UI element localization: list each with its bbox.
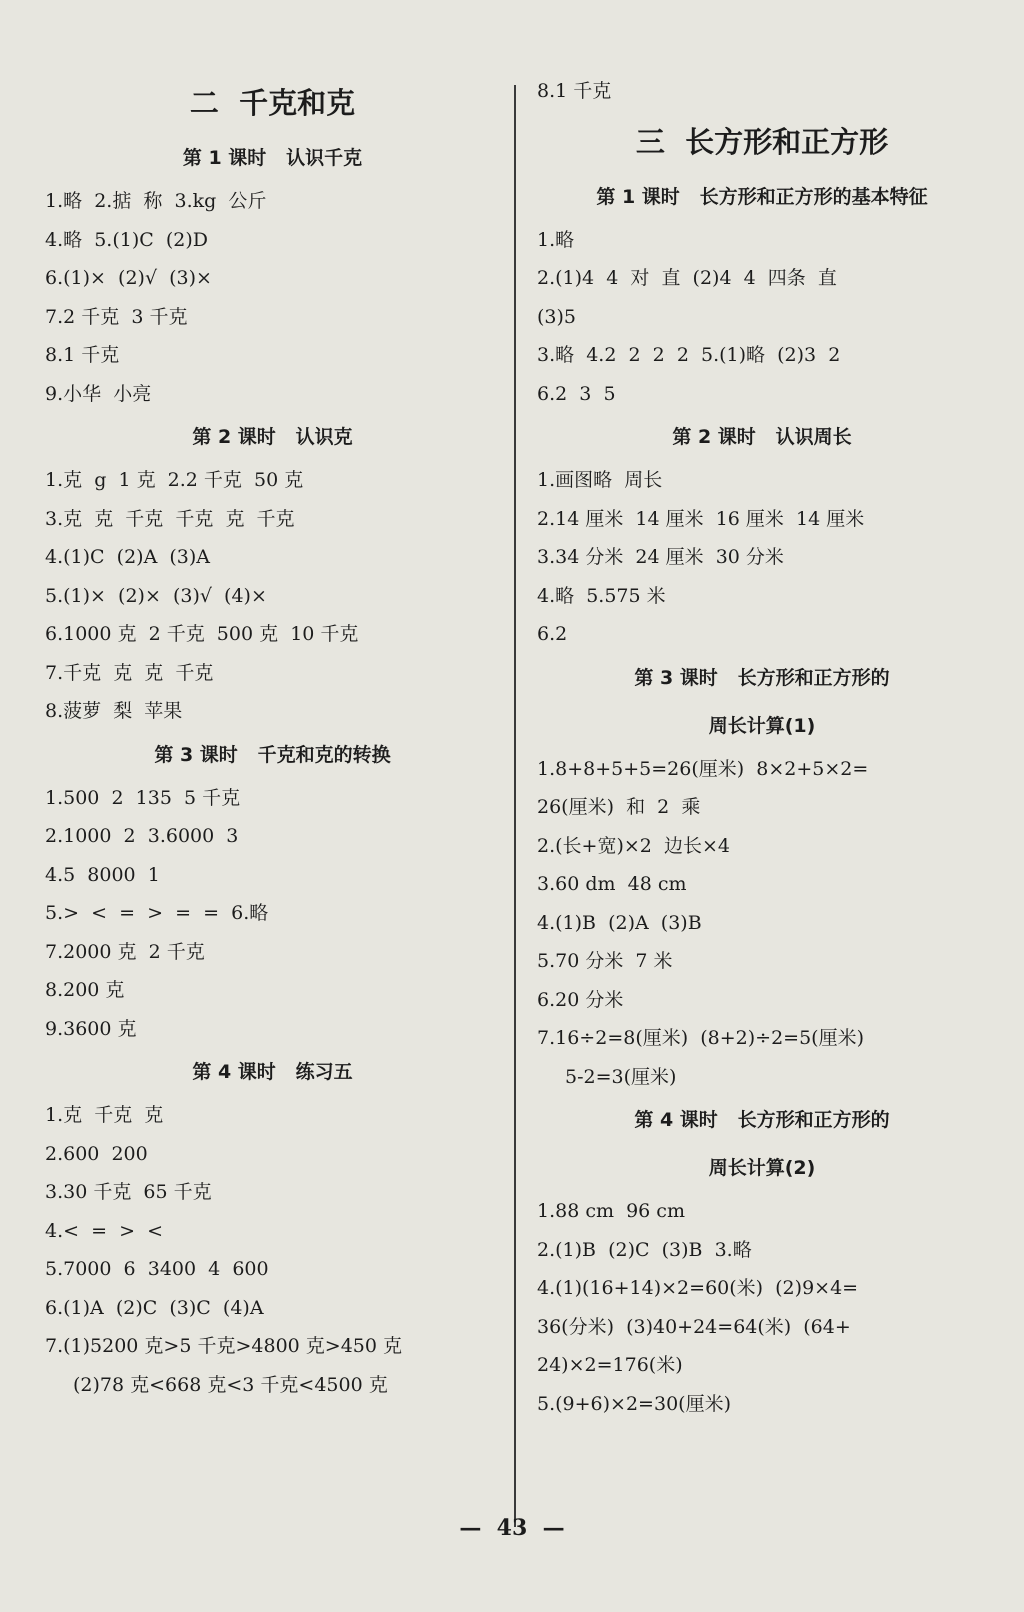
answer-line: 26(厘米) 和 2 乘 <box>537 796 701 818</box>
answer-line: 3.30 千克 65 千克 <box>45 1181 212 1203</box>
right-column <box>537 72 987 1423</box>
answer-line: 2.14 厘米 14 厘米 16 厘米 14 厘米 <box>537 507 865 530</box>
answer-line: 2.600 200 <box>45 1142 148 1165</box>
answer-line: 1.克 千克 克 <box>45 1104 164 1126</box>
answer-line: 1.略 2.掂 称 3.kg 公斤 <box>45 190 267 212</box>
answer-line: 3.克 克 千克 千克 克 千克 <box>45 507 295 530</box>
answer-line: 6.1000 克 2 千克 500 克 10 千克 <box>45 623 359 645</box>
answer-line: 24)×2=176(米) <box>537 1354 683 1376</box>
answer-line: 4.5 8000 1 <box>45 863 160 886</box>
answer-line: 4.略 5.575 米 <box>537 584 666 607</box>
answer-line: 6.20 分米 <box>537 988 624 1011</box>
answer-line: 5.70 分米 7 米 <box>537 950 673 972</box>
lesson-title: 第 3 课时 长方形和正方形的 <box>634 666 890 689</box>
answer-line: 8.1 千克 <box>45 344 120 366</box>
answer-line: 5.> < = > = = 6.略 <box>45 902 269 924</box>
answer-line: 4.略 5.(1)C (2)D <box>45 228 209 251</box>
answer-line: 7.千克 克 克 千克 <box>45 661 214 684</box>
lesson-title: 第 1 课时 认识千克 <box>182 147 363 169</box>
answer-line: 1.克 g 1 克 2.2 千克 50 克 <box>45 469 304 491</box>
column-divider <box>514 85 516 1527</box>
answer-line: 8.200 克 <box>45 979 125 1001</box>
answer-line: 6.2 <box>537 623 568 645</box>
answer-line: 4.< = > < <box>45 1219 164 1242</box>
answer-line: (3)5 <box>537 305 577 328</box>
page-number: — 43 — <box>459 1515 565 1541</box>
answer-line: 6.(1)A (2)C (3)C (4)A <box>45 1296 264 1319</box>
answer-line: 2.(1)4 4 对 直 (2)4 4 四条 直 <box>537 267 837 289</box>
chapter-title: 三 长方形和正方形 <box>635 124 889 159</box>
answer-line: 8.1 千克 <box>537 80 612 102</box>
answer-line: 3.34 分米 24 厘米 30 分米 <box>537 546 784 568</box>
answer-line: 5.(1)× (2)× (3)√ (4)× <box>45 584 267 607</box>
lesson-title: 第 1 课时 长方形和正方形的基本特征 <box>596 185 928 208</box>
answer-line: 1.500 2 135 5 千克 <box>45 786 241 809</box>
lesson-title: 周长计算(2) <box>708 1157 816 1179</box>
chapter-title: 二 千克和克 <box>189 86 356 120</box>
answer-line: 6.(1)× (2)√ (3)× <box>45 267 212 289</box>
lesson-title: 第 4 课时 长方形和正方形的 <box>634 1109 890 1131</box>
answer-line: 9.小华 小亮 <box>45 382 152 405</box>
answer-line: 2.(1)B (2)C (3)B 3.略 <box>537 1238 752 1261</box>
answer-line: 9.3600 克 <box>45 1017 137 1040</box>
left-column <box>45 72 500 1404</box>
answer-line: 2.(长+宽)×2 边长×4 <box>537 834 730 857</box>
answer-line: 1.8+8+5+5=26(厘米) 8×2+5×2= <box>537 757 869 780</box>
lesson-title: 第 2 课时 认识克 <box>192 426 353 448</box>
lesson-title: 第 3 课时 千克和克的转换 <box>154 743 391 766</box>
answer-line: 4.(1)B (2)A (3)B <box>537 911 702 934</box>
answer-line: 4.(1)(16+14)×2=60(米) (2)9×4= <box>537 1277 859 1299</box>
answer-line: 7.16÷2=8(厘米) (8+2)÷2=5(厘米) <box>537 1027 864 1049</box>
answer-line: 1.88 cm 96 cm <box>537 1200 685 1222</box>
answer-line: 3.略 4.2 2 2 2 5.(1)略 (2)3 2 <box>537 344 841 366</box>
answer-line: 5.7000 6 3400 4 600 <box>45 1258 269 1280</box>
lesson-title: 第 2 课时 认识周长 <box>672 426 852 448</box>
answer-line: 6.2 3 5 <box>537 382 616 405</box>
lesson-title: 周长计算(1) <box>708 714 816 737</box>
answer-line: 2.1000 2 3.6000 3 <box>45 825 239 847</box>
answer-line: 3.60 dm 48 cm <box>537 873 687 895</box>
answer-line: 7.(1)5200 克>5 千克>4800 克>450 克 <box>45 1335 403 1357</box>
answer-line: 4.(1)C (2)A (3)A <box>45 546 211 568</box>
answer-line: (2)78 克<668 克<3 千克<4500 克 <box>73 1373 388 1396</box>
lesson-title: 第 4 课时 练习五 <box>192 1061 353 1083</box>
answer-line: 1.略 <box>537 228 575 251</box>
answer-line: 7.2000 克 2 千克 <box>45 940 205 963</box>
answer-line: 8.菠萝 梨 苹果 <box>45 700 183 722</box>
answer-line: 7.2 千克 3 千克 <box>45 305 188 328</box>
answer-line: 5.(9+6)×2=30(厘米) <box>537 1392 731 1415</box>
answer-line: 5-2=3(厘米) <box>565 1065 677 1088</box>
answer-line: 36(分米) (3)40+24=64(米) (64+ <box>537 1315 851 1338</box>
answer-line: 1.画图略 周长 <box>537 469 663 491</box>
